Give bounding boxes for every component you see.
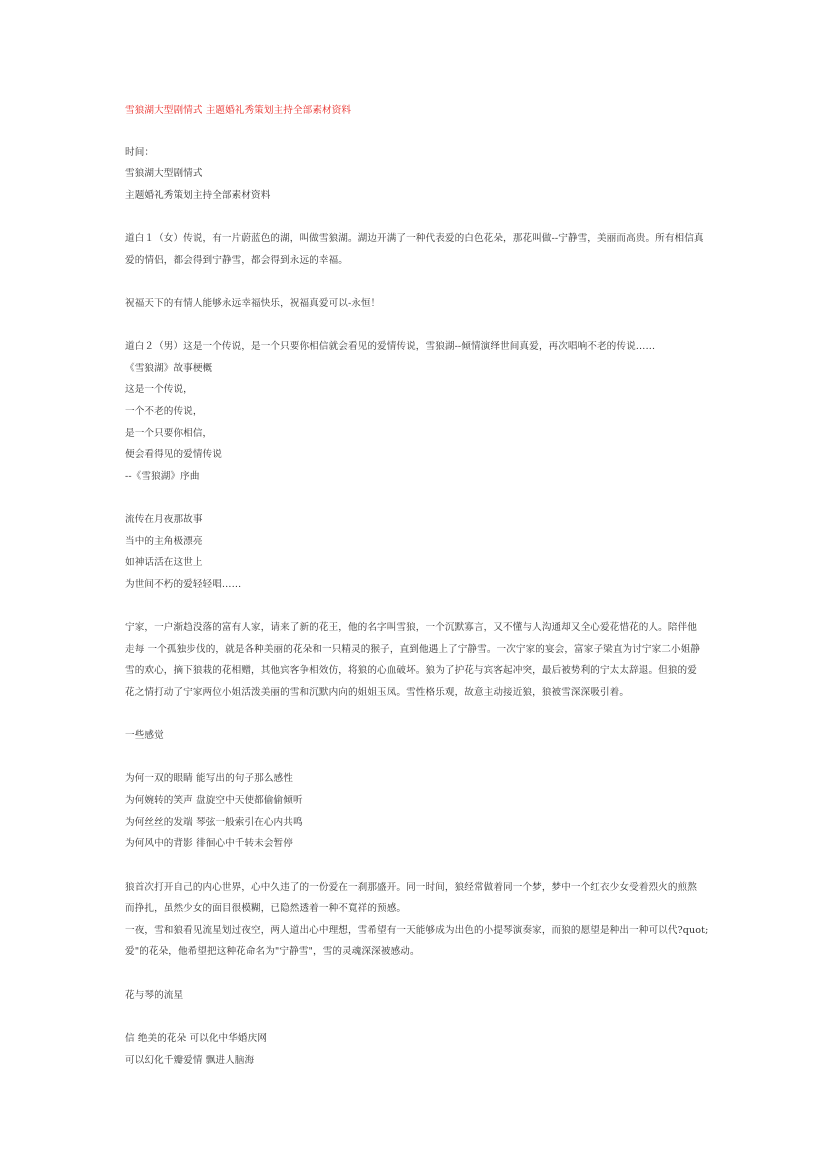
lyric-line: 为何风中的背影 徘徊心中千转未会暂停 bbox=[125, 838, 293, 849]
lyric-line: 可以幻化千瓣爱情 飘进人脑海 bbox=[125, 1055, 255, 1066]
section-heading: 花与琴的流星 bbox=[125, 990, 184, 1001]
text-line: 狼首次打开自己的内心世界，心中久违了的一份爱在一刹那盛开。同一时间，狼经常做着同一个梦，梦中一个红衣少女受着烈火的煎熬 bbox=[125, 882, 697, 893]
text-line: 爱的情侣，都会得到宁静雪，都会得到永远的幸福。 bbox=[125, 255, 348, 266]
text-line: 道白２（男）这是一个传说，是一个只要你相信就会看见的爱情传说，雪狼湖--倾情演绎世间真爱，再次唱响不老的传说…… bbox=[125, 341, 656, 352]
text-line: 便会看得见的爱情传说 bbox=[125, 449, 222, 460]
text-line: 雪的欢心，摘下狼栽的花相赠，其他宾客争相效仿，将狼的心血破坏。狼为了护花与宾客起冲突，最后被势利的宁太太辞退。但狼的爱 bbox=[125, 665, 697, 676]
text-line: 爱"的花朵，他希望把这种花命名为"宁静雪"，雪的灵魂深深被感动。 bbox=[125, 946, 420, 957]
text-line: 《雪狼湖》故事梗概 bbox=[125, 363, 213, 374]
time-label: 时间： bbox=[125, 147, 155, 158]
lyric-line: 为何婉转的笑声 盘旋空中天使都偷偷倾听 bbox=[125, 795, 303, 806]
lyric-line: 信 绝美的花朵 可以化中华婚庆网 bbox=[125, 1033, 268, 1044]
text-line: 雪狼湖大型剧情式 bbox=[125, 168, 203, 179]
text-line: 为世间不朽的爱轻轻唱…… bbox=[125, 579, 242, 590]
text-line: 宁家，一户渐趋没落的富有人家，请来了新的花王，他的名字叫雪狼，一个沉默寡言，又不懂与人沟通却又全心爱花惜花的人。陪伴他 bbox=[125, 622, 697, 633]
text-line: 一夜，雪和狼看见流星划过夜空，两人道出心中理想，雪希望有一天能够成为出色的小提琴演奏家，而狼的愿望是种出一种可以代?quot; bbox=[125, 925, 709, 936]
text-line: 祝福天下的有情人能够永远幸福快乐，祝福真爱可以-永恒！ bbox=[125, 298, 381, 309]
text-line: --《雪狼湖》序曲 bbox=[125, 471, 200, 482]
text-line: 主题婚礼秀策划主持全部素材资料 bbox=[125, 190, 271, 201]
text-line: 走每 一个孤独步伐的，就是各种美丽的花朵和一只精灵的猴子，直到他遇上了宁静雪。一次宁家的宴会，富家子梁直为讨宁家二小姐静 bbox=[125, 644, 701, 655]
text-line: 是一个只要你相信， bbox=[125, 428, 213, 439]
section-heading: 一些感觉 bbox=[125, 730, 164, 741]
document-title: 雪狼湖大型剧情式 主题婚礼秀策划主持全部素材资料 bbox=[125, 105, 352, 116]
text-line: 当中的主角极漂亮 bbox=[125, 536, 203, 547]
text-line: 花之情打动了宁家两位小姐活泼美丽的雪和沉默内向的姐姐玉凤。雪性格乐观，故意主动接近狼，狼被雪深深吸引着。 bbox=[125, 687, 630, 698]
text-line: 一个不老的传说， bbox=[125, 406, 203, 417]
text-line: 道白１（女）传说，有一片蔚蓝色的湖，叫做雪狼湖。湖边开满了一种代表爱的白色花朵，那花叫做--宁静雪，美丽而高贵。所有相信真 bbox=[125, 233, 704, 244]
text-line: 这是一个传说， bbox=[125, 384, 193, 395]
text-line: 而挣扎，虽然少女的面目很模糊，已隐然透着一种不寬祥的预感。 bbox=[125, 903, 407, 914]
text-line: 如神话活在这世上 bbox=[125, 557, 203, 568]
lyric-line: 为何丝丝的发端 琴弦一般索引在心内共鸣 bbox=[125, 817, 303, 828]
text-line: 流传在月夜那故事 bbox=[125, 514, 203, 525]
lyric-line: 为何一双的眼睛 能写出的句子那么感性 bbox=[125, 773, 293, 784]
